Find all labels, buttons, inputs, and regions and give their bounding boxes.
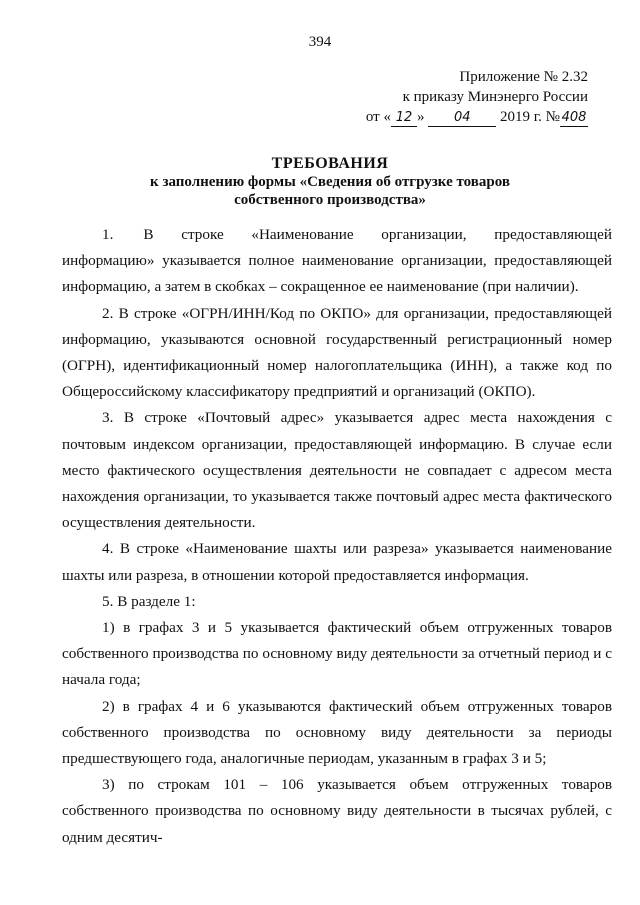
paragraph-1 (62, 222, 612, 301)
appendix-title: Приложение № 2.32 (459, 69, 588, 85)
document-body (62, 222, 612, 851)
handwritten-month: 04 (428, 110, 496, 127)
paragraph-5: 5. В разделе 1: (102, 592, 196, 610)
paragraph-4: 4. В строке «Наименование шахты или разреза» указывается наименование шахты или разреза, в отношении которой предоставляется информация. (62, 540, 612, 584)
document-subheading-1: к заполнению формы «Сведения об отгрузке товаров (150, 174, 510, 190)
appendix-block (328, 67, 588, 127)
paragraph-5-2: 2) в графах 4 и 6 указываются фактический объем отгруженных товаров собственного производства по основному виду деятельности за периоды предшествующего года, аналогичные периодам, указанным в графах 3 и 5; (62, 697, 612, 768)
paragraph-3: 3. В строке «Почтовый адрес» указывается адрес места нахождения с почтовым индексом организации, предоставляющей информацию. В случае если место фактического осуществления деятельности не совпадает с адресом места нахождения организации, то указывается также почтовый адрес места фактического осуществления деятельности. (62, 409, 612, 532)
paragraph-1-text: В строке «Наименование организации, предоставляющей информацию» указывается полное наименование организации, предоставляющей информацию, а затем в скобках – сокращенное ее наименование (при наличии). (62, 226, 612, 296)
date-quote-close: » (416, 109, 425, 125)
handwritten-order-number: 408 (561, 110, 587, 125)
appendix-date-line (328, 107, 588, 127)
page-number: 394 (308, 34, 332, 50)
handwritten-day: 12 (391, 110, 417, 127)
paragraph-5-1: 1) в графах 3 и 5 указывается фактический объем отгруженных товаров собственного производства по основному виду деятельности за отчетный период и с начала года; (62, 619, 612, 689)
appendix-order-ref: к приказу Минэнерго России (402, 89, 588, 105)
paragraph-2: 2. В строке «ОГРН/ИНН/Код по ОКПО» для организации, предоставляющей информацию, указываются основной государственный регистрационный номер (ОГРН), идентификационный номер налогоплательщика (ИНН), а также код по Общероссийскому классификатору предприятий и организаций (ОКПО). (62, 304, 612, 401)
date-prefix: от « (365, 109, 391, 125)
document-subheading-2: собственного производства» (234, 192, 426, 208)
paragraph-1-number: 1. (102, 226, 114, 243)
paragraph-5-3: 3) по строкам 101 – 106 указывается объем отгруженных товаров собственного производства по основному виду деятельности в тысячах рублей, с одним десятич- (62, 776, 612, 846)
document-heading: ТРЕБОВАНИЯ (271, 155, 389, 172)
date-year-text: 2019 г. № (499, 109, 560, 125)
